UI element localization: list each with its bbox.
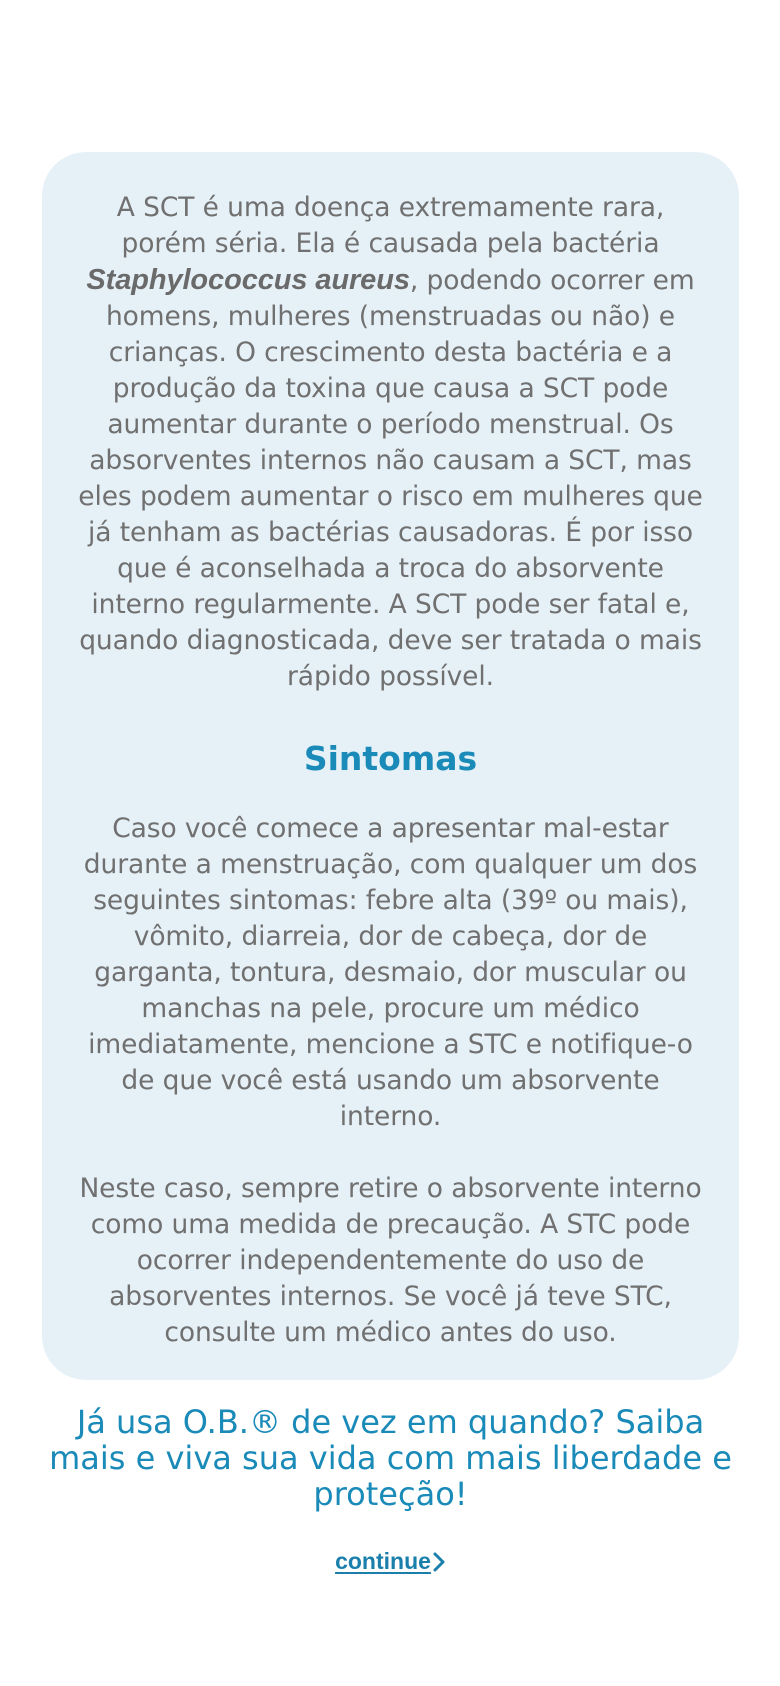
precaution-paragraph: Neste caso, sempre retire o absorvente interno como uma medida de precaução. A STC pode ocorrer independentemente do uso de absorventes internos. Se você já teve STC, consulte um médico antes do uso. xyxy=(79,1173,702,1348)
symptoms-paragraph: Caso você comece a apresentar mal-estar durante a menstruação, com qualquer um dos seguintes sintomas: febre alta (39º ou mais), vômito, diarreia, dor de cabeça, dor de garganta, tontura, desmaio, dor muscular ou manchas na pele, procure um médico imediatamente, mencione a STC e notifique-o de que você está usando um absorvente interno. xyxy=(83,813,698,1132)
cta-text: Já usa O.B.® de vez em quando? Saiba mais e viva sua vida com mais liberdade e proteção! xyxy=(49,1403,732,1513)
bacteria-name: Staphylococcus aureus xyxy=(86,264,410,296)
continue-link[interactable] xyxy=(335,1548,445,1575)
continue-label: continue xyxy=(335,1548,431,1574)
chevron-right-icon xyxy=(433,1551,445,1573)
intro-text-start: A SCT é uma doença extremamente rara, porém séria. Ela é causada pela bactéria xyxy=(116,192,665,259)
intro-paragraph xyxy=(72,190,709,695)
symptoms-heading: Sintomas xyxy=(303,739,478,778)
continue-container xyxy=(0,1548,780,1575)
intro-text-end: , podendo ocorrer em homens, mulheres (menstruadas ou não) e crianças. O crescimento desta bactéria e a produção da toxina que causa a SCT pode aumentar durante o período menstrual. Os absorventes internos não causam a SCT, mas eles podem aumentar o risco em mulheres que já tenham as bactérias causadoras. É por isso que é aconselhada a troca do absorvente interno regularmente. A SCT pode ser fatal e, quando diagnosticada, deve ser tratada o mais rápido possível. xyxy=(78,265,703,692)
info-card xyxy=(42,152,739,1380)
